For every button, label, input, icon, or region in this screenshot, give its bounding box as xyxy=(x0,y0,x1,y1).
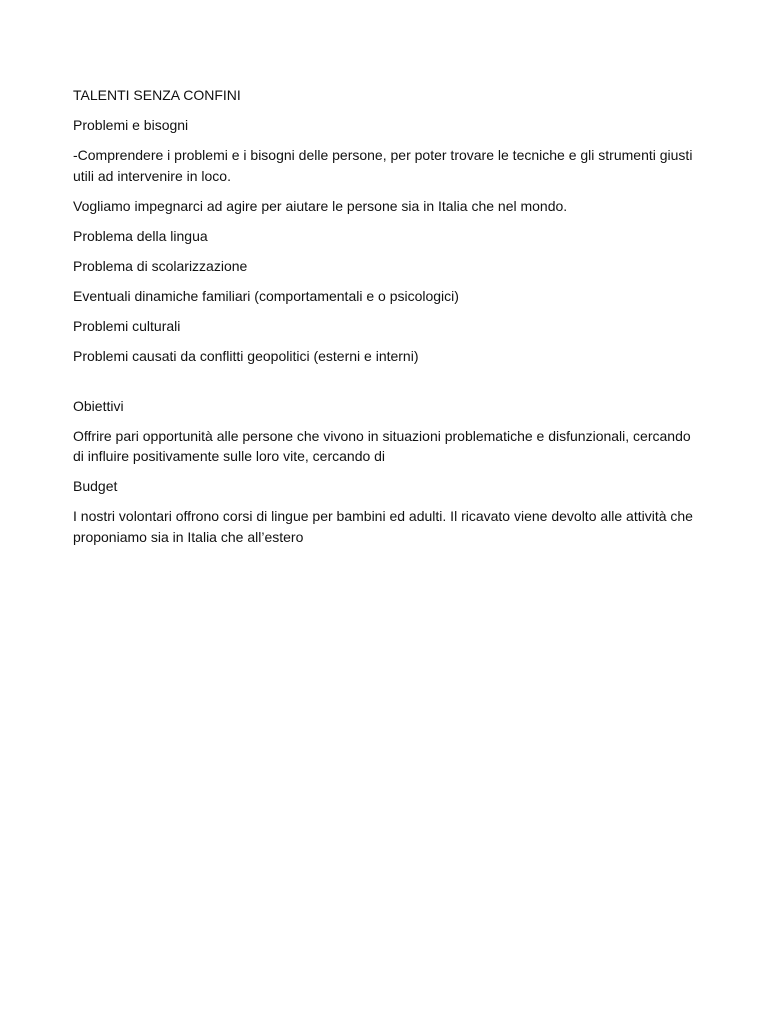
budget-heading: Budget xyxy=(73,478,118,494)
problem-item: Eventuali dinamiche familiari (comportamentali e o psicologici) xyxy=(73,287,459,304)
problem-item: Problema della lingua xyxy=(73,227,208,244)
problem-item: Problema di scolarizzazione xyxy=(73,257,248,274)
blank-line xyxy=(73,376,695,396)
objectives-text: Offrire pari opportunità alle persone che vivono in situazioni problematiche e disfunzionali, cercando di influire positivamente sulle loro vite, cercando di xyxy=(73,427,691,464)
document-title: TALENTI SENZA CONFINI xyxy=(73,87,241,103)
problem-item: Problemi culturali xyxy=(73,317,181,334)
problems-intro: -Comprendere i problemi e i bisogni delle persone, per poter trovare le tecniche e gli strumenti giusti utili ad intervenire in loco. xyxy=(73,147,693,184)
problems-heading: Problemi e bisogni xyxy=(73,117,189,133)
problem-item: Problemi causati da conflitti geopolitici (esterni e interni) xyxy=(73,347,419,364)
objectives-heading: Obiettivi xyxy=(73,397,124,414)
problems-commitment: Vogliamo impegnarci ad agire per aiutare le persone sia in Italia che nel mondo. xyxy=(73,197,568,214)
budget-text: I nostri volontari offrono corsi di lingue per bambini ed adulti. Il ricavato viene devolto alle attività che proponiamo sia in Italia che all’estero xyxy=(73,508,693,545)
document-body xyxy=(73,85,695,557)
